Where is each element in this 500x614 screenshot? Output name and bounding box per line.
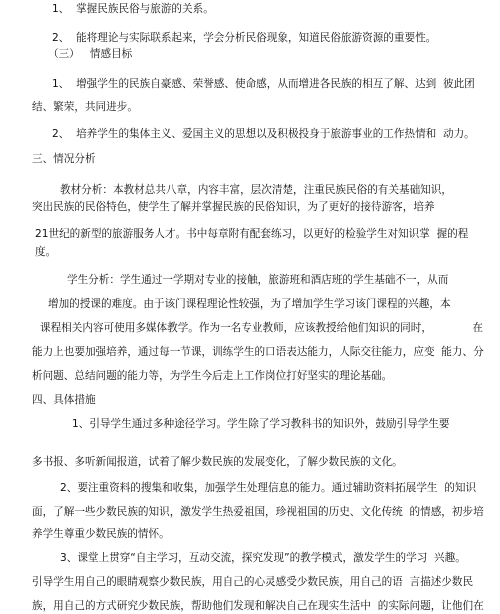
text-line: 度。: [35, 246, 57, 258]
text-line: 1、引导学生通过多种途径学习。学生除了学习教科书的知识外，鼓励引导学生要: [72, 418, 450, 430]
text-line: 四、具体措施: [32, 394, 96, 406]
text-line: 课程相关内容可使用多媒体教学。作为一名专业教师，应该教授给他们知识的同时， 在: [40, 322, 483, 334]
text-line: （三） 情感目标: [48, 48, 133, 60]
text-line: 能力上也要加强培养，通过每一节课，训练学生的口语表达能力，人际交往能力，应变 能力、分: [32, 346, 484, 358]
text-line: 养学生尊重少数民族的情怀。: [32, 528, 170, 540]
text-line: 学生分析：学生通过一学期对专业的接触，旅游班和酒店班的学生基础不一，从而: [67, 274, 449, 286]
text-line: 增加的授课的难度。由于该门课程理论性较强，为了增加学生学习该门课程的兴趣，本: [48, 298, 451, 310]
text-line: 三、情况分析: [32, 153, 96, 165]
text-line: 突出民族的民俗特色，使学生了解并掌握民族的民俗知识，为了更好的接待游客，培养: [32, 201, 435, 213]
text-line: 族，用自己的方式研究少数民族，帮助他们发现和解决自己在现实生活中 的实际问题，让他们在: [32, 600, 484, 612]
text-line: 教材分析：本教材总共八章，内容丰富，层次清楚，注重民族民俗的有关基础知识，: [60, 184, 452, 196]
text-line: 3、课堂上贯穿“自主学习，互动交流，探究发现”的教学模式，激发学生的学习 兴趣。: [60, 552, 466, 564]
text-line: 2、要注重资料的搜集和收集，加强学生处理信息的能力。通过辅助资料拓展学生 的知识: [60, 482, 477, 494]
text-line: 2、 能将理论与实际联系起来，学会分析民俗现象，知道民俗旅游资源的重要性。: [52, 32, 437, 44]
text-line: 2、 培养学生的集体主义、爱国主义的思想以及积极投身于旅游事业的工作热情和 动力。: [52, 128, 475, 140]
text-line: 析问题、总结问题的能力等，为学生今后走上工作岗位打好坚实的理论基础。: [32, 370, 393, 382]
text-line: 引导学生用自己的眼睛观察少数民族，用自己的心灵感受少数民族，用自己的语 言描述少数民: [32, 576, 474, 588]
text-line: 1、 掌握民族民俗与旅游的关系。: [52, 3, 214, 15]
text-line: 多书报、多听新闻报道，试着了解少数民族的发展变化，了解少数民族的文化。: [32, 456, 403, 468]
text-line: 结、繁荣，共同进步。: [32, 101, 138, 113]
text-line: 面，了解一些少数民族的知识，激发学生热爱祖国，珍视祖国的历史、文化传统 的情感，初步培: [32, 506, 484, 518]
text-line: 21世纪的新型的旅游服务人才。书中每章附有配套练习，以更好的检验学生对知识掌 握的程: [35, 228, 469, 240]
text-line: 1、 增强学生的民族自豪感、荣誉感、使命感，从而增进各民族的相互了解、达到 彼此团: [52, 78, 475, 90]
